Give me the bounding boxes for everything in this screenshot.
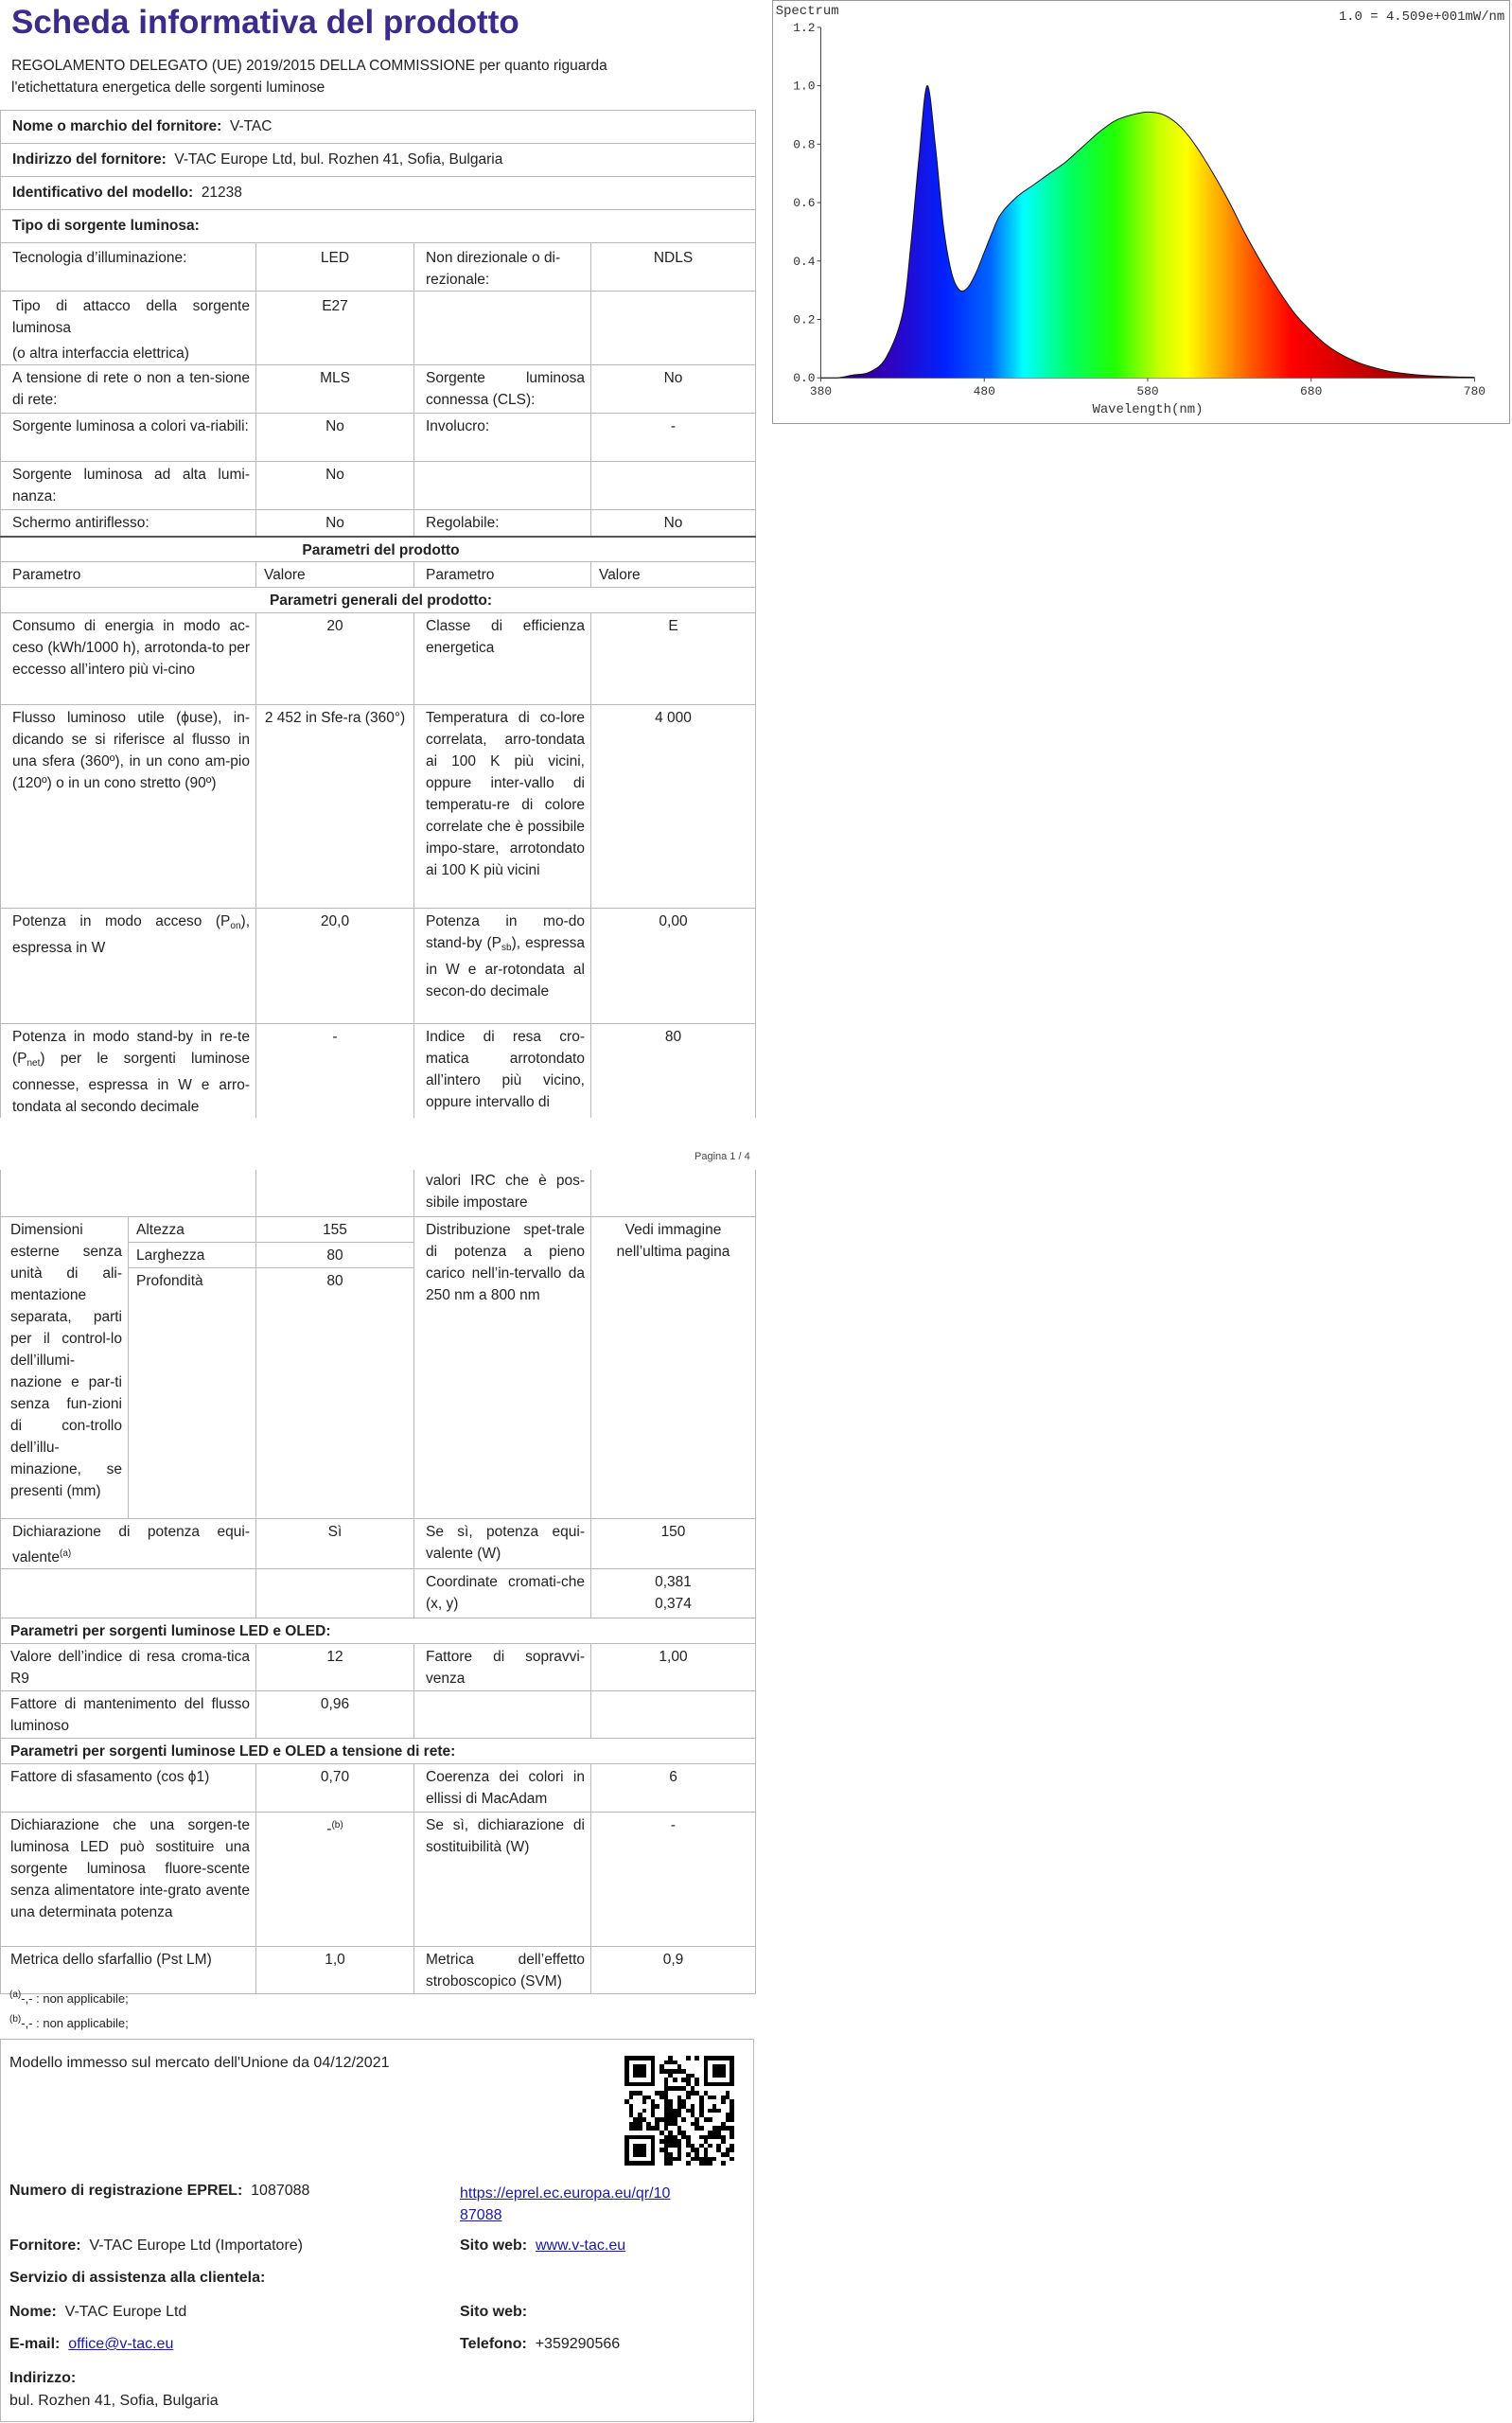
energy-consumption-value: 20	[256, 613, 414, 705]
service-address-value: bul. Rozhen 41, Sofia, Bulgaria	[9, 2393, 219, 2409]
y-tick-label: 1.2	[793, 20, 816, 35]
empty-cell	[591, 1170, 756, 1216]
cap-value: E27	[256, 292, 414, 365]
mains-led-params-heading: Parametri per sorgenti luminose LED e OLED a tensione di rete:	[1, 1738, 756, 1763]
equivalent-watt-value: 150	[591, 1518, 756, 1568]
anti-glare-label: Schermo antiriflesso:	[1, 510, 256, 537]
colour-tunable-label: Sorgente luminosa a colori va-riabili:	[1, 414, 256, 462]
depth-label: Profondità	[129, 1267, 256, 1518]
y-tick-label: 0.2	[793, 312, 816, 327]
spd-value: Vedi immagine nell’ultima pagina	[591, 1216, 756, 1518]
supplier-website: Sito web: www.v-tac.eu	[460, 2237, 626, 2254]
x-tick-label: 480	[973, 384, 995, 399]
mains-label: A tensione di rete o non a ten-sione di rete:	[1, 365, 256, 414]
eprel-number: 1087088	[251, 2183, 310, 2199]
cct-value: 4 000	[591, 705, 756, 909]
y-tick-label: 1.0	[793, 79, 816, 94]
stroboscopic-value: 0,9	[591, 1946, 756, 1993]
empty-cell	[591, 292, 756, 365]
eprel-link[interactable]: https://eprel.ec.europa.eu/qr/10 87088	[460, 2185, 671, 2223]
empty-cell	[256, 1568, 414, 1618]
led-params-heading: Parametri per sorgenti luminose LED e OLED:	[1, 1618, 756, 1643]
empty-cell	[591, 1690, 756, 1738]
empty-cell	[1, 1170, 256, 1216]
on-mode-power-label: Potenza in modo acceso $(P_{on})$, espressa in W	[1, 909, 256, 1024]
website-link[interactable]: www.v-tac.eu	[536, 2237, 626, 2254]
displacement-factor-value: 0,70	[256, 1763, 414, 1812]
height-label: Altezza	[129, 1216, 256, 1242]
lumen-maintenance-value: 0,96	[256, 1690, 414, 1738]
equivalent-power-label: Dichiarazione di potenza equi-valente$^{(a)}$	[1, 1518, 256, 1568]
cct-label: Temperatura di co-lore correlata, arro-tondata ai 100 K più vicini, oppure inter-vallo di temperatu-re di colore correlate che è possibile impo-stare, arrotondato ai 100 K più vicini	[414, 705, 591, 909]
efficiency-class-label: Classe di efficienza energetica	[414, 613, 591, 705]
macadam-value: 6	[591, 1763, 756, 1812]
displacement-factor-label: Fattore di sfasamento (cos ϕ1)	[1, 1763, 256, 1812]
survival-factor-label: Fattore di sopravvi-venza	[414, 1643, 591, 1690]
high-luminance-value: No	[256, 462, 414, 510]
standby-power-value: 0,00	[591, 909, 756, 1024]
cri-label: Indice di resa cro-matica arrotondato all’intero più vicino, oppure intervallo di	[414, 1024, 591, 1119]
networked-standby-value: -	[256, 1024, 414, 1119]
networked-standby-label: Potenza in modo stand-by in re-te $(P_{net})$ per le sorgenti luminose connesse, espressa in W e arro-tondata al secondo decimale	[1, 1024, 256, 1119]
x-axis-label: Wavelength(nm)	[1092, 402, 1204, 418]
product-info-table-1	[0, 110, 756, 1118]
empty-cell	[414, 292, 591, 365]
luminous-flux-label: Flusso luminoso utile (ϕuse), in-dicando se si riferisce al flusso in una sfera (360º), in un cono am-pio (120º) o in un cono stretto (90º)	[1, 705, 256, 909]
cls-label: Sorgente luminosa connessa (CLS):	[414, 365, 591, 414]
model-id-row	[1, 177, 756, 210]
chart-annotation: 1.0 = 4.509e+001mW/nm	[1338, 9, 1505, 25]
cap-label-note: (o altra interfaccia elettrica)	[12, 345, 189, 362]
page-number: Pagina 1 / 4	[694, 1151, 750, 1162]
service-website-label: Sito web:	[460, 2304, 528, 2320]
market-placement-text: Modello immesso sul mercato dell'Unione da 04/12/2021	[9, 2055, 390, 2071]
service-email: E-mail: office@v-tac.eu	[9, 2336, 174, 2352]
dimmable-label: Regolabile:	[414, 510, 591, 537]
supplier-name-label: Nome o marchio del fornitore:	[12, 118, 222, 134]
depth-value: 80	[256, 1267, 414, 1518]
spectrum-chart	[772, 0, 1510, 424]
empty-cell	[414, 462, 591, 510]
envelope-value: -	[591, 414, 756, 462]
flicker-metric-value: 1,0	[256, 1946, 414, 1993]
flicker-metric-label: Metrica dello sfarfallio (Pst LM)	[1, 1946, 256, 1993]
lumen-maintenance-label: Fattore di mantenimento del flusso luminoso	[1, 1690, 256, 1738]
customer-service-heading: Servizio di assistenza alla clientela:	[9, 2270, 266, 2286]
service-name: Nome: V-TAC Europe Ltd	[9, 2304, 187, 2320]
tech-label: Tecnologia d’illuminazione:	[1, 243, 256, 292]
cri-value: 80	[591, 1024, 756, 1119]
col-value-header: Valore	[591, 562, 756, 588]
fluorescent-replacement-label: Dichiarazione che una sorgen-te luminosa LED può sostituire una sorgente luminosa fluore-scente senza alimentatore inte-grato avente una determinata potenza	[1, 1812, 256, 1946]
colour-tunable-value: No	[256, 414, 414, 462]
r9-value: 12	[256, 1643, 414, 1690]
service-phone: Telefono: +359290566	[460, 2336, 621, 2352]
nondir-label: Non direzionale o di-rezionale:	[414, 243, 591, 292]
general-params-heading: Parametri generali del prodotto:	[1, 588, 756, 613]
y-tick-label: 0.0	[793, 371, 816, 386]
y-tick-label: 0.8	[793, 137, 816, 152]
product-info-table-2	[0, 1170, 756, 1994]
dimmable-value: No	[591, 510, 756, 537]
chromaticity-label: Coordinate cromati-che (x, y)	[414, 1568, 591, 1618]
energy-consumption-label: Consumo di energia in modo ac-ceso (kWh/1000 h), arrotonda-to per eccesso all’intero più vi-cino	[1, 613, 256, 705]
mains-value: MLS	[256, 365, 414, 414]
email-link[interactable]: office@v-tac.eu	[68, 2336, 174, 2352]
spectrum-area	[821, 85, 1475, 378]
x-tick-label: 580	[1136, 384, 1159, 399]
on-mode-power-value: 20,0	[256, 909, 414, 1024]
supplier-address-label: Indirizzo del fornitore:	[12, 151, 167, 168]
footnote-a: $^{(a)}$-,- : non applicabile;	[9, 1990, 129, 2006]
light-source-type-heading: Tipo di sorgente luminosa:	[1, 210, 756, 243]
width-value: 80	[256, 1242, 414, 1267]
supplier-address-row	[1, 144, 756, 177]
product-params-heading: Parametri del prodotto	[1, 537, 756, 562]
y-tick-label: 0.6	[793, 196, 816, 211]
col-param-header: Parametro	[414, 562, 591, 588]
eprel-qr-code[interactable]	[624, 2056, 734, 2166]
qr-module	[730, 2161, 734, 2166]
stroboscopic-label: Metrica dell’effetto stroboscopico (SVM)	[414, 1946, 591, 1993]
regulation-text: REGOLAMENTO DELEGATO (UE) 2019/2015 DELLA COMMISSIONE per quanto riguarda l'etichettatura energetica delle sorgenti luminose	[11, 58, 607, 96]
service-address-label: Indirizzo:	[9, 2370, 77, 2386]
equivalent-power-value: Sì	[256, 1518, 414, 1568]
supplier-name-row	[1, 111, 756, 144]
empty-cell	[256, 1170, 414, 1216]
col-value-header: Valore	[256, 562, 414, 588]
envelope-label: Involucro:	[414, 414, 591, 462]
empty-cell	[591, 462, 756, 510]
y-tick-label: 0.4	[793, 254, 816, 269]
cri-label-continued: valori IRC che è pos-sibile impostare	[414, 1170, 591, 1216]
cls-value: No	[591, 365, 756, 414]
cap-cell	[1, 292, 256, 365]
macadam-label: Coerenza dei colori in ellissi di MacAdam	[414, 1763, 591, 1812]
spd-label: Distribuzione spet-trale di potenza a pieno carico nell’in-tervallo da 250 nm a 800 nm	[414, 1216, 591, 1518]
x-tick-label: 780	[1463, 384, 1486, 399]
survival-factor-value: 1,00	[591, 1643, 756, 1690]
model-id-value: 21238	[201, 185, 242, 201]
empty-cell	[414, 1690, 591, 1738]
footnote-b: $^{(b)}$-,- : non applicabile;	[9, 2014, 129, 2030]
supplier-address-value: V-TAC Europe Ltd, bul. Rozhen 41, Sofia, Bulgaria	[174, 151, 503, 168]
replacement-watt-value: -	[591, 1812, 756, 1946]
replacement-watt-label: Se sì, dichiarazione di sostituibilità (W)	[414, 1812, 591, 1946]
anti-glare-value: No	[256, 510, 414, 537]
luminous-flux-value: 2 452 in Sfe-ra (360°)	[256, 705, 414, 909]
height-value: 155	[256, 1216, 414, 1242]
fluorescent-replacement-value: -$^{(b)}$	[256, 1812, 414, 1946]
tech-value: LED	[256, 243, 414, 292]
width-label: Larghezza	[129, 1242, 256, 1267]
efficiency-class-value: E	[591, 613, 756, 705]
col-param-header: Parametro	[1, 562, 256, 588]
nondir-value: NDLS	[591, 243, 756, 292]
chromaticity-value: 0,381 0,374	[591, 1568, 756, 1618]
x-tick-label: 380	[809, 384, 833, 399]
x-tick-label: 680	[1300, 384, 1323, 399]
dimensions-label: Dimensioni esterne senza unità di ali-mentazione separata, parti per il control-lo dell’illumi-nazione e par-ti senza fun-zioni di con-trollo dell’illu-minazione, se presenti (mm)	[1, 1216, 129, 1518]
equivalent-watt-label: Se sì, potenza equi-valente (W)	[414, 1518, 591, 1568]
r9-label: Valore dell’indice di resa croma-tica R9	[1, 1643, 256, 1690]
model-id-label: Identificativo del modello:	[12, 185, 194, 201]
chart-title: Spectrum	[775, 3, 839, 19]
eprel-registration: Numero di registrazione EPREL: 1087088	[9, 2183, 310, 2199]
cap-label: Tipo di attacco della sorgente luminosa	[12, 298, 250, 336]
empty-cell	[1, 1568, 256, 1618]
supplier-name-value: V-TAC	[229, 118, 273, 134]
supplier-info: Fornitore: V-TAC Europe Ltd (Importatore)	[9, 2237, 304, 2254]
page-title: Scheda informativa del prodotto	[11, 4, 519, 41]
standby-power-label: Potenza in mo-do stand-by $(P_{sb})$, espressa in W e ar-rotondata al secon-do decimale	[414, 909, 591, 1024]
high-luminance-label: Sorgente luminosa ad alta lumi-nanza:	[1, 462, 256, 510]
